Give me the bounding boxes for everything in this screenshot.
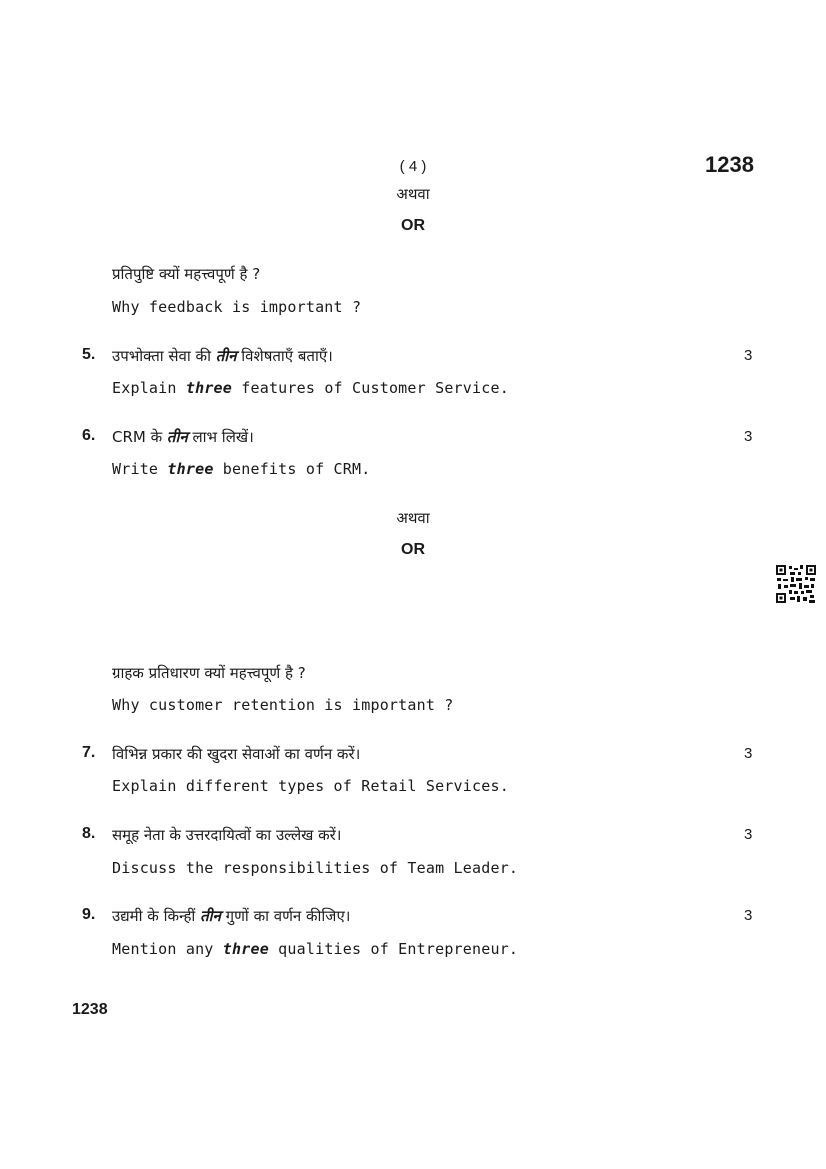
- paper-code: 1238: [705, 152, 754, 177]
- qr-code-icon: [776, 565, 816, 603]
- text: features of Customer Service.: [232, 379, 509, 397]
- question-english: Why customer retention is important ?: [112, 696, 454, 714]
- question-number: 7.: [82, 744, 96, 761]
- question-english: Why feedback is important ?: [112, 298, 362, 316]
- question-english: Discuss the responsibilities of Team Leader.: [112, 859, 519, 877]
- emphasis: three: [222, 940, 269, 958]
- emphasis: तीन: [200, 907, 221, 925]
- question-hindi: [112, 427, 254, 447]
- emphasis: तीन: [215, 347, 237, 365]
- text: Write: [112, 460, 168, 478]
- or-hindi: अथवा: [396, 185, 430, 203]
- or-english: OR: [401, 541, 425, 558]
- emphasis: three: [185, 379, 233, 397]
- question-number: 8.: [82, 825, 96, 842]
- marks: 3: [744, 745, 753, 762]
- question-english: Explain different types of Retail Services.: [112, 777, 509, 795]
- text: CRM के: [112, 428, 167, 446]
- question-hindi: [112, 346, 333, 366]
- or-english: OR: [401, 217, 425, 234]
- marks: 3: [744, 907, 753, 924]
- marks: 3: [744, 826, 753, 843]
- question-number: 6.: [82, 427, 96, 444]
- emphasis: तीन: [166, 428, 188, 446]
- marks: 3: [744, 347, 753, 364]
- text: उपभोक्ता सेवा की: [112, 347, 216, 365]
- text: qualities of Entrepreneur.: [268, 940, 519, 958]
- question-number: 9.: [82, 906, 96, 923]
- text: Mention any: [112, 940, 223, 958]
- question-hindi: ग्राहक प्रतिधारण क्यों महत्त्वपूर्ण है ?: [112, 664, 306, 682]
- page-number: ( 4 ): [399, 158, 427, 175]
- question-hindi: प्रतिपुष्टि क्यों महत्त्वपूर्ण है ?: [112, 265, 261, 283]
- text: विशेषताएँ बताएँ।: [236, 347, 333, 365]
- marks: 3: [744, 428, 753, 445]
- question-hindi: विभिन्न प्रकार की खुदरा सेवाओं का वर्णन करें।: [112, 745, 361, 763]
- or-hindi: अथवा: [396, 509, 430, 527]
- text: गुणों का वर्णन कीजिए।: [220, 907, 351, 925]
- emphasis: three: [167, 460, 214, 478]
- question-hindi: [112, 906, 350, 926]
- question-hindi: समूह नेता के उत्तरदायित्वों का उल्लेख करें।: [112, 826, 342, 844]
- question-english: [112, 379, 509, 397]
- question-english: [112, 940, 518, 958]
- text: benefits of CRM.: [213, 460, 371, 478]
- footer-code: 1238: [72, 1001, 108, 1018]
- question-number: 5.: [82, 346, 96, 363]
- text: उद्यमी के किन्हीं: [112, 907, 201, 925]
- question-english: [112, 460, 370, 478]
- text: Explain: [112, 379, 186, 397]
- text: लाभ लिखें।: [187, 428, 254, 446]
